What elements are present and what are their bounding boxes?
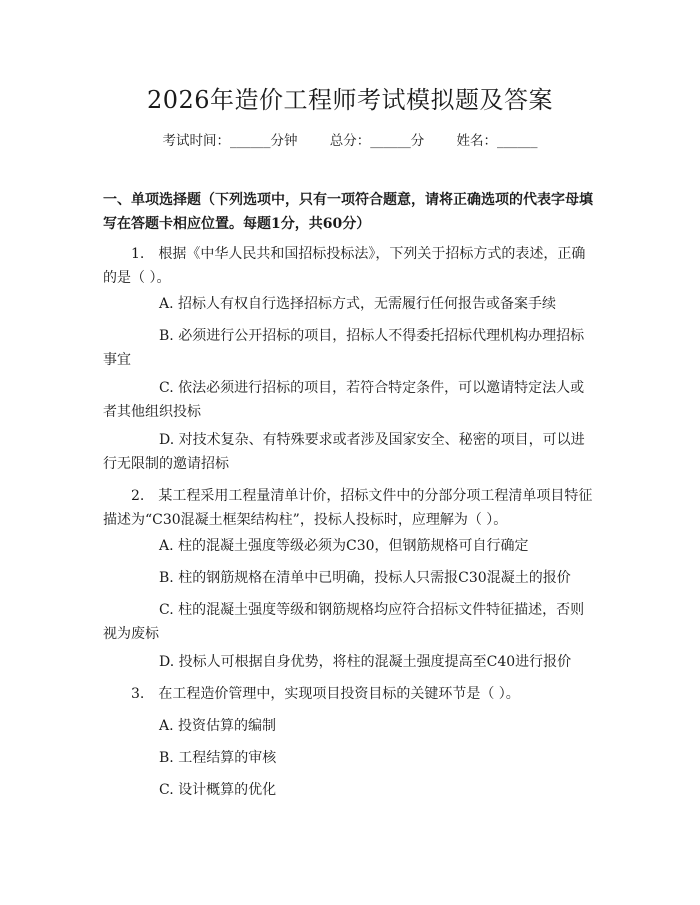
total-score	[330, 133, 425, 149]
exam-time	[162, 133, 297, 149]
question-1-stem: 1. 根据《中华人民共和国招标投标法》，下列关于招标方式的表述，正确的是（ ）。	[103, 246, 586, 286]
section-heading: 一、单项选择题（下列选项中，只有一项符合题意，请将正确选项的代表字母填写在答题卡相应位置。每题1分，共60分）	[103, 192, 593, 232]
candidate-name	[457, 133, 538, 149]
question-3-stem: 3. 在工程造价管理中，实现项目投资目标的关键环节是（ ）。	[131, 686, 520, 702]
question-3-option-c: C. 设计概算的优化	[159, 782, 277, 798]
total-score-blank: ______	[370, 133, 411, 149]
question-2-stem: 2. 某工程采用工程量清单计价，招标文件中的分部分项工程清单项目特征描述为“C30混凝土框架结构柱”，投标人投标时，应理解为（ ）。	[103, 488, 593, 528]
question-2-option-b: B. 柱的钢筋规格在清单中已明确，投标人只需报C30混凝土的报价	[159, 570, 571, 586]
candidate-name-blank: ______	[497, 133, 538, 149]
page-title: 2026年造价工程师考试模拟题及答案	[146, 86, 554, 114]
total-score-unit: 分	[410, 133, 425, 149]
question-2-option-a: A. 柱的混凝土强度等级必须为C30，但钢筋规格可自行确定	[159, 538, 529, 554]
question-3-option-b: B. 工程结算的审核	[159, 750, 277, 766]
candidate-name-label: 姓名：	[456, 133, 498, 149]
question-1-option-b: B. 必须进行公开招标的项目，招标人不得委托招标代理机构办理招标事宜	[103, 328, 585, 368]
question-3-option-a: A. 投资估算的编制	[159, 718, 277, 734]
question-1-option-c: C. 依法必须进行招标的项目，若符合特定条件，可以邀请特定法人或者其他组织投标	[103, 380, 585, 420]
question-2-option-c: C. 柱的混凝土强度等级和钢筋规格均应符合招标文件特征描述，否则视为废标	[103, 602, 585, 642]
exam-meta	[0, 131, 700, 151]
exam-time-unit: 分钟	[270, 133, 298, 149]
question-1-option-a: A. 招标人有权自行选择招标方式，无需履行任何报告或备案手续	[159, 296, 557, 312]
question-1-option-d: D. 对技术复杂、有特殊要求或者涉及国家安全、秘密的项目，可以进行无限制的邀请招标	[103, 432, 585, 472]
exam-time-label: 考试时间：	[162, 133, 230, 149]
total-score-label: 总分：	[329, 133, 371, 149]
question-2-option-d: D. 投标人可根据自身优势，将柱的混凝土强度提高至C40进行报价	[159, 654, 572, 670]
exam-time-blank: ______	[229, 133, 271, 149]
